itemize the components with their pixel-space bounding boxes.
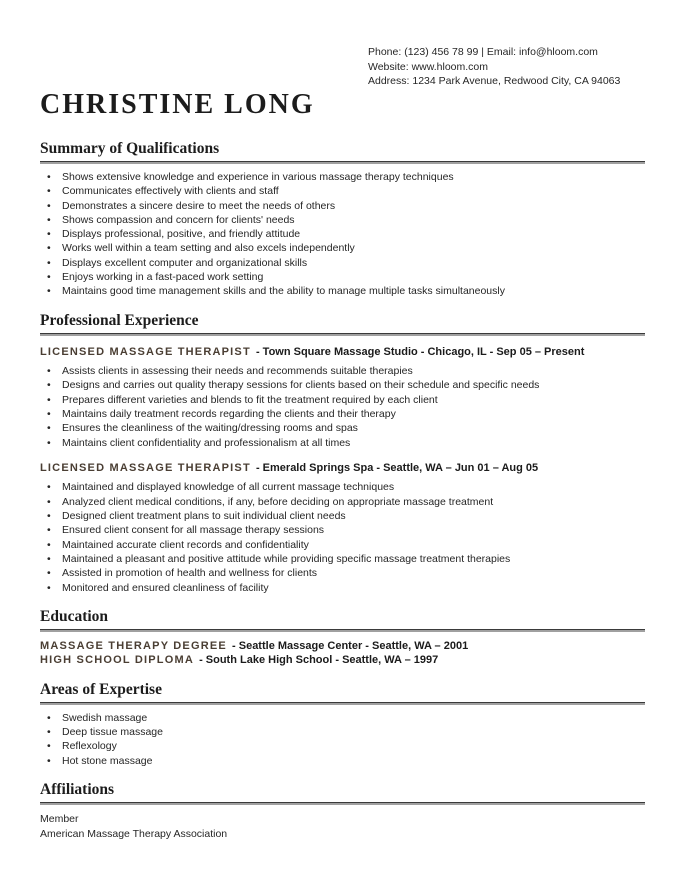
contact-line-website: Website: www.hloom.com <box>368 60 489 73</box>
bullet-item: • Displays professional, positive, and friendly attitude <box>40 227 645 241</box>
header <box>40 45 645 120</box>
affiliation-line: American Massage Therapy Association <box>40 827 228 840</box>
section-heading-education: Education <box>40 608 645 630</box>
bullet-item: • Hot stone massage <box>40 754 645 768</box>
bullet-item: • Maintains daily treatment records regarding the clients and their therapy <box>40 407 645 421</box>
education-entry <box>40 653 645 668</box>
bullet-item: • Analyzed client medical conditions, if any, before deciding on appropriate massage treatment <box>40 495 645 509</box>
section-heading-summary: Summary of Qualifications <box>40 140 645 162</box>
summary-bullet-list <box>40 170 645 299</box>
bullet-item: • Maintained a pleasant and positive attitude while providing specific massage treatment therapies <box>40 552 645 566</box>
bullet-item: • Enjoys working in a fast-paced work setting <box>40 270 645 284</box>
affiliation-lines <box>40 812 645 841</box>
degree-title: MASSAGE THERAPY DEGREE <box>40 639 227 652</box>
bullet-item: • Shows compassion and concern for clients' needs <box>40 213 645 227</box>
bullet-item: • Reflexology <box>40 739 645 753</box>
section-summary <box>40 140 645 299</box>
person-name: CHRISTINE LONG <box>40 89 315 120</box>
job-title-line <box>40 461 645 476</box>
affiliation-line: Member <box>40 813 79 826</box>
degree-details: - Seattle Massage Center - Seattle, WA – 2001 <box>232 639 469 652</box>
section-heading-experience: Professional Experience <box>40 312 645 334</box>
bullet-item: • Communicates effectively with clients and staff <box>40 184 645 198</box>
bullet-item: • Designs and carries out quality therapy sessions for clients based on their schedule and specific needs <box>40 378 645 392</box>
degree-details: - South Lake High School - Seattle, WA – 1997 <box>199 654 439 667</box>
job-title-line <box>40 345 645 360</box>
contact-line-phone-email: Phone: (123) 456 78 99 | Email: info@hloom.com <box>368 46 598 58</box>
bullet-item: • Monitored and ensured cleanliness of facility <box>40 581 645 595</box>
bullet-item: • Shows extensive knowledge and experience in various massage therapy techniques <box>40 170 645 184</box>
bullet-item: • Displays excellent computer and organizational skills <box>40 256 645 270</box>
expertise-bullet-list <box>40 711 645 768</box>
bullet-item: • Demonstrates a sincere desire to meet the needs of others <box>40 199 645 213</box>
job-title: LICENSED MASSAGE THERAPIST <box>40 345 251 358</box>
degree-title: HIGH SCHOOL DIPLOMA <box>40 654 194 667</box>
bullet-item: • Ensures the cleanliness of the waiting/dressing rooms and spas <box>40 421 645 435</box>
job-bullet-list <box>40 364 645 450</box>
bullet-item: • Maintains good time management skills and the ability to manage multiple tasks simultaneously <box>40 284 645 298</box>
job-details: - Emerald Springs Spa - Seattle, WA – Jun 01 – Aug 05 <box>255 461 539 474</box>
section-education <box>40 608 645 668</box>
job-details: - Town Square Massage Studio - Chicago, IL - Sep 05 – Present <box>255 345 585 358</box>
bullet-item: • Deep tissue massage <box>40 725 645 739</box>
bullet-item: • Designed client treatment plans to suit individual client needs <box>40 509 645 523</box>
job-bullet-list <box>40 480 645 594</box>
education-entry <box>40 639 645 654</box>
bullet-item: • Maintained and displayed knowledge of all current massage techniques <box>40 480 645 494</box>
section-heading-expertise: Areas of Expertise <box>40 681 645 703</box>
contact-info <box>368 45 620 89</box>
job-title: LICENSED MASSAGE THERAPIST <box>40 461 251 474</box>
section-expertise <box>40 681 645 768</box>
section-experience <box>40 312 645 595</box>
contact-line-address: Address: 1234 Park Avenue, Redwood City, CA 94063 <box>368 75 621 88</box>
bullet-item: • Assists clients in assessing their needs and recommends suitable therapies <box>40 364 645 378</box>
education-entries <box>40 639 645 668</box>
bullet-item: • Prepares different varieties and blends to fit the treatment required by each client <box>40 393 645 407</box>
bullet-item: • Swedish massage <box>40 711 645 725</box>
section-heading-affiliations: Affiliations <box>40 781 645 803</box>
bullet-item: • Ensured client consent for all massage therapy sessions <box>40 523 645 537</box>
bullet-item: • Assisted in promotion of health and wellness for clients <box>40 566 645 580</box>
bullet-item: • Maintains client confidentiality and professionalism at all times <box>40 436 645 450</box>
bullet-item: • Works well within a team setting and also excels independently <box>40 241 645 255</box>
job-entry <box>40 345 645 450</box>
bullet-item: • Maintained accurate client records and confidentiality <box>40 538 645 552</box>
section-affiliations <box>40 781 645 841</box>
job-entry <box>40 461 645 595</box>
